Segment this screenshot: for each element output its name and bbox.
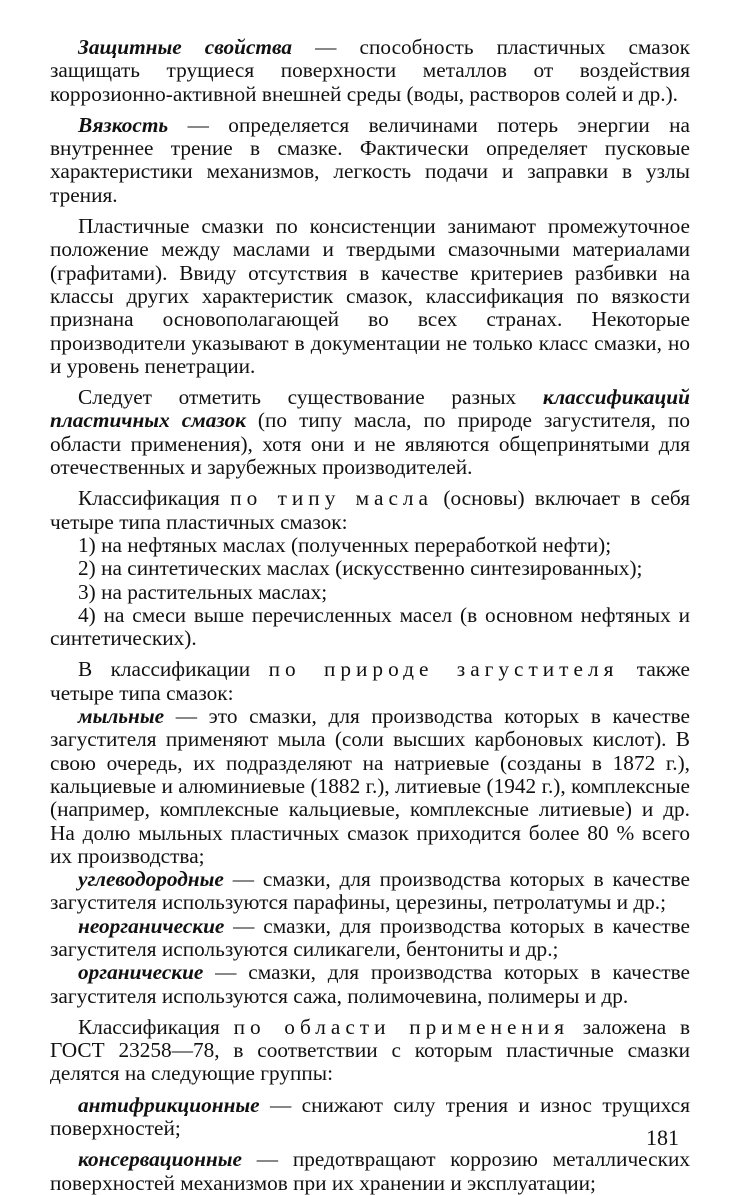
text-run: — смазки, для производства которых в качестве загустителя используются силикагели, бентониты и др.; <box>50 913 690 961</box>
paragraph <box>50 36 690 106</box>
paragraph <box>50 557 690 580</box>
text-run: — смазки, для производства которых в качестве загустителя используются парафины, церезины, петролатумы и др.; <box>50 867 690 915</box>
paragraph <box>50 114 690 207</box>
term-highlight: углеводородные <box>78 867 224 892</box>
text-run: 1) на нефтяных маслах (полученных переработкой нефти); <box>78 532 612 557</box>
text-run: 3) на растительных маслах; <box>78 579 328 604</box>
text-run: — смазки, для производства которых в качестве загустителя используются сажа, полимочевина, полимеры и др. <box>50 960 690 1008</box>
spaced-emphasis: по природе загустителя <box>268 657 619 682</box>
page-body <box>50 36 690 1195</box>
term-highlight: консервационные <box>78 1147 242 1172</box>
text-run: В классификации <box>78 657 269 682</box>
paragraph <box>50 868 690 915</box>
text-run: (основы) включает в себя четыре типа пластичных смазок: <box>50 486 690 534</box>
text-run: Классификация <box>78 1014 234 1039</box>
text-run: — определяется величинами потерь энергии на внутреннее трение в смазке. Фактически определяет пусковые характеристики механизмов, легкость подачи и заправки в узлы трения. <box>50 112 690 207</box>
term-highlight: классификаций пластичных смазок <box>50 385 690 433</box>
paragraph <box>50 1148 690 1195</box>
text-run: заложена в ГОСТ 23258—78, в соответствии с которым пластичные смазки делятся на следующие группы: <box>50 1014 690 1086</box>
term-highlight: антифрикционные <box>78 1092 260 1117</box>
text-run: 4) на смеси выше перечисленных масел (в основном нефтяных и синтетических). <box>50 602 690 651</box>
text-run: Следует отметить существование разных <box>78 385 543 410</box>
paragraph <box>50 215 690 378</box>
paragraph <box>50 581 690 604</box>
term-highlight: мыльные <box>78 704 165 729</box>
text-run: — снижают силу трения и износ трущихся поверхностей; <box>50 1092 690 1141</box>
term-highlight: неорганические <box>78 913 225 938</box>
text-run: — предотвращают коррозию металлических поверхностей механизмов при их хранении и эксплуатации; <box>50 1147 690 1195</box>
text-run: (по типу масла, по природе загустителя, по области применения), хотя они и не являются общепринятыми для отечественных и зарубежных производителей. <box>50 408 691 480</box>
term-highlight: Вязкость <box>78 112 169 137</box>
paragraph <box>50 534 690 557</box>
spaced-emphasis: по области применения <box>233 1014 570 1039</box>
paragraph <box>50 487 690 534</box>
text-run: — это смазки, для производства которых в качестве загустителя применяют мыла (соли высших карбоновых кислот). В свою очередь, их подразделяют на натриевые (созданы в 1872 г.), кальциевые и алюминиевые (1882 г.), литиевые (1942 г.), комплексные (например, комплексные кальциевые, комплексные литиевые) и др. На долю мыльных пластичных смазок приходится более 80 % всего их производства; <box>50 704 690 868</box>
text-run: также четыре типа смазок: <box>50 657 691 705</box>
text-run: Пластичные смазки по консистенции занимают промежуточное положение между маслами и твердыми смазочными материалами (графитами). Ввиду отсутствия в качестве критериев разбивки на классы других характеристик смазок, классификация по вязкости признана основополагающей во всех странах. Некоторые производители указывают в документации не только класс смазки, но и уровень пенетрации. <box>50 214 690 378</box>
text-run: — способность пластичных смазок защищать трущиеся поверхности металлов от воздействия коррозионно-активной внешней среды (воды, растворов солей и др.). <box>50 35 690 106</box>
paragraph <box>50 658 690 705</box>
paragraph <box>50 915 690 962</box>
paragraph <box>50 386 690 479</box>
paragraph <box>50 604 690 651</box>
text-run: 2) на синтетических маслах (искусственно синтезированных); <box>78 556 643 581</box>
paragraph <box>50 1016 690 1086</box>
text-run: Классификация <box>78 486 231 511</box>
page-number: 181 <box>646 1125 679 1150</box>
term-highlight: органические <box>78 960 204 985</box>
paragraph <box>50 1094 690 1141</box>
term-highlight: Защитные свойства <box>78 35 293 59</box>
paragraph <box>50 705 690 868</box>
paragraph <box>50 961 690 1008</box>
spaced-emphasis: по типу масла <box>230 486 434 511</box>
